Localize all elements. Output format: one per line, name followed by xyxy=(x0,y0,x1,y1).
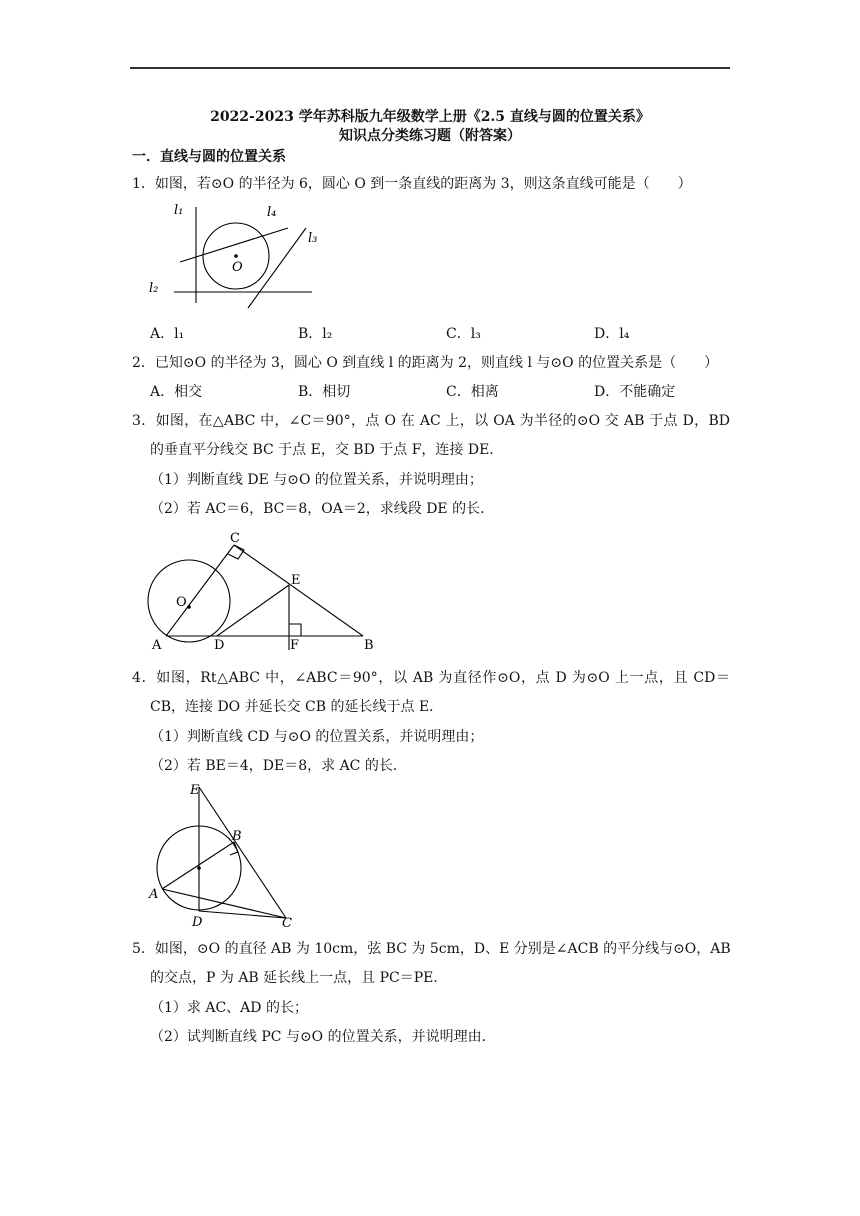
label-l1: l₁ xyxy=(174,203,184,218)
q5-part1: （1）求 AC、AD 的长； xyxy=(150,1000,308,1016)
label-f: F xyxy=(290,638,300,653)
q2-option-b: B．相切 xyxy=(298,384,351,400)
segment-de xyxy=(217,585,289,636)
label-a: A xyxy=(149,887,159,902)
label-l2: l₂ xyxy=(149,281,159,296)
right-angle-f xyxy=(289,624,301,636)
q5-part2: （2）试判断直线 PC 与⊙O 的位置关系，并说明理由． xyxy=(150,1029,496,1045)
label-c: C xyxy=(230,531,240,546)
point-o xyxy=(197,866,201,870)
q5-stem-line2: 的交点，P 为 AB 延长线上一点，且 PC＝PE． xyxy=(150,970,448,986)
segment-ec xyxy=(199,787,286,918)
header-rule xyxy=(130,67,730,69)
label-o: O xyxy=(176,595,187,610)
q2-option-d: D．不能确定 xyxy=(594,384,676,400)
point-o xyxy=(187,605,191,609)
line-l3 xyxy=(248,228,306,308)
q4-stem-line2: CB，连接 DO 并延长交 CB 的延长线于点 E． xyxy=(150,699,444,715)
q1-stem: 1．如图，若⊙O 的半径为 6，圆心 O 到一条直线的距离为 3，则这条直线可能是（ ） xyxy=(132,176,692,192)
q2-option-c: C．相离 xyxy=(446,384,499,400)
label-d: D xyxy=(192,915,203,930)
q1-figure xyxy=(140,197,330,315)
label-o: O xyxy=(232,260,243,275)
segment-cb xyxy=(234,545,363,636)
label-l3: l₃ xyxy=(308,231,318,246)
q4-figure xyxy=(140,780,310,930)
q3-part1: （1）判断直线 DE 与⊙O 的位置关系，并说明理由； xyxy=(150,472,483,488)
right-angle-c xyxy=(228,545,244,559)
label-b: B xyxy=(232,829,242,844)
q2-option-a: A．相交 xyxy=(150,384,203,400)
label-c: C xyxy=(282,916,292,930)
label-l4: l₄ xyxy=(267,205,277,220)
segment-ac xyxy=(162,889,286,918)
q1-option-c: C．l₃ xyxy=(446,326,481,342)
q1-option-d: D．l₄ xyxy=(594,326,630,342)
q1-option-a: A．l₁ xyxy=(150,326,185,342)
q3-part2: （2）若 AC＝6，BC＝8，OA＝2，求线段 DE 的长． xyxy=(150,501,495,517)
label-e: E xyxy=(291,573,301,588)
q4-part1: （1）判断直线 CD 与⊙O 的位置关系，并说明理由； xyxy=(150,729,484,745)
q3-stem-line1: 3．如图，在△ABC 中，∠C＝90°，点 O 在 AC 上，以 OA 为半径的⊙O 交 AB 于点 D，BD xyxy=(132,413,730,429)
q3-stem-line2: 的垂直平分线交 BC 于点 E，交 BD 于点 F，连接 DE． xyxy=(150,442,504,458)
q2-stem: 2．已知⊙O 的半径为 3，圆心 O 到直线 l 的距离为 2，则直线 l 与⊙O 的位置关系是（ ） xyxy=(132,355,719,371)
q3-figure xyxy=(140,524,380,654)
center-o xyxy=(234,254,238,258)
label-e: E xyxy=(190,783,200,798)
q1-option-b: B．l₂ xyxy=(298,326,333,342)
segment-ab xyxy=(162,842,234,889)
label-a: A xyxy=(152,638,162,653)
section-heading: 一．直线与圆的位置关系 xyxy=(132,149,286,165)
label-d: D xyxy=(214,638,225,653)
label-b: B xyxy=(364,638,374,653)
circle-o xyxy=(148,560,230,642)
q4-part2: （2）若 BE＝4，DE＝8，求 AC 的长． xyxy=(150,758,407,774)
doc-title-line2: 知识点分类练习题（附答案） xyxy=(339,128,521,144)
doc-title-line1: 2022-2023 学年苏科版九年级数学上册《2.5 直线与圆的位置关系》 xyxy=(210,109,650,125)
q4-stem-line1: 4．如图，Rt△ABC 中，∠ABC＝90°，以 AB 为直径作⊙O，点 D 为⊙O 上一点，且 CD＝ xyxy=(132,670,730,686)
q5-stem-line1: 5．如图，⊙O 的直径 AB 为 10cm，弦 BC 为 5cm，D、E 分别是∠ACB 的平分线与⊙O，AB xyxy=(132,941,731,957)
